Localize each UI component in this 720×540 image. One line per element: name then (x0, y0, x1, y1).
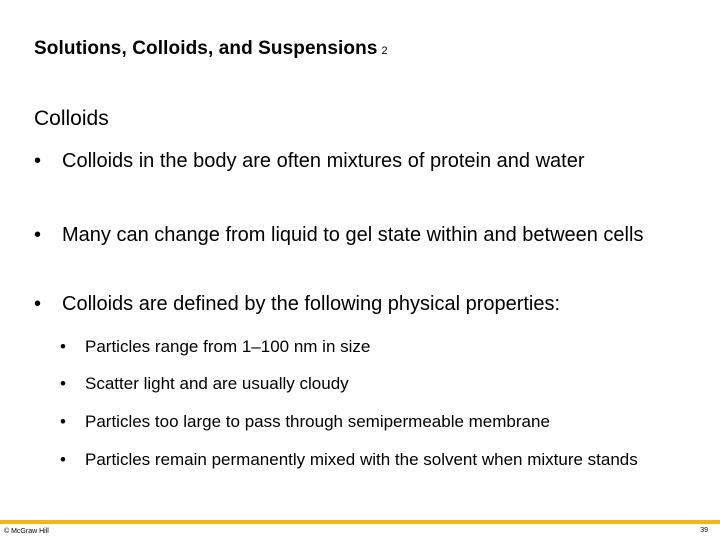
sub-bullet-text: Particles remain permanently mixed with the solvent when mixture stands (85, 450, 638, 469)
bullet-item (34, 222, 654, 248)
footer-accent-bar (0, 520, 720, 524)
bullet-dot: • (34, 150, 42, 172)
sub-bullet-dot: • (60, 450, 66, 469)
sub-bullet-item (60, 372, 660, 395)
sub-bullet-text: Scatter light and are usually cloudy (85, 374, 349, 393)
slide-title-suffix: 2 (381, 45, 388, 57)
bullet-dot: • (34, 224, 42, 246)
section-heading: Colloids (34, 107, 109, 130)
sub-bullet-dot: • (60, 412, 66, 431)
slide-title (34, 38, 388, 60)
sub-bullet-text: Particles range from 1–100 nm in size (85, 337, 371, 356)
bullet-text: Many can change from liquid to gel state within and between cells (62, 224, 644, 246)
copyright-notice: © McGraw Hill (4, 528, 49, 535)
sub-bullet-item (60, 410, 680, 433)
bullet-text: Colloids are defined by the following physical properties: (62, 293, 561, 315)
sub-bullet-dot: • (60, 374, 66, 393)
sub-bullet-item (60, 448, 680, 471)
sub-bullet-text: Particles too large to pass through semipermeable membrane (85, 412, 550, 431)
bullet-text: Colloids in the body are often mixtures of protein and water (62, 150, 585, 172)
sub-bullet-item (60, 335, 660, 358)
page-number: 39 (700, 527, 708, 534)
bullet-item (34, 291, 674, 317)
bullet-item (34, 148, 654, 174)
sub-bullet-dot: • (60, 337, 66, 356)
slide-title-text: Solutions, Colloids, and Suspensions (34, 38, 378, 59)
bullet-dot: • (34, 293, 42, 315)
